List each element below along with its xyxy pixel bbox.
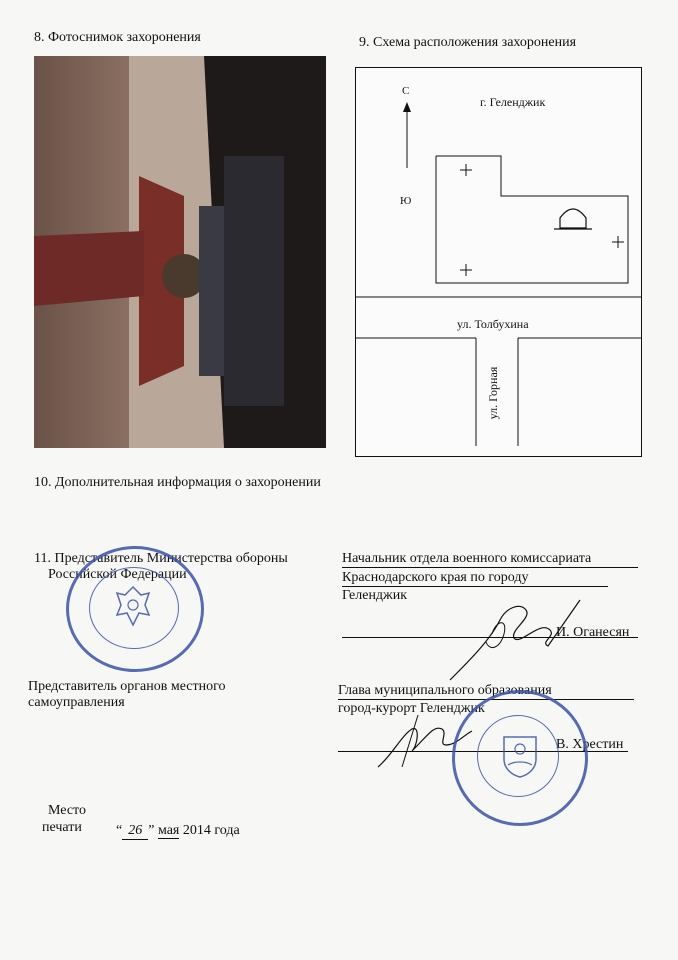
- section-11-title: 11. Представитель Министерства обороны: [34, 551, 288, 566]
- street-tolbukhina-label: ул. Толбухина: [457, 317, 529, 331]
- north-label: С: [402, 85, 410, 97]
- street-gornaya-label: ул. Горная: [486, 366, 500, 420]
- municipal-emblem-icon: [502, 735, 538, 779]
- military-stamp: [66, 546, 204, 672]
- local-rep-line2: самоуправления: [28, 695, 125, 710]
- place-of-seal-line2: печати: [42, 820, 82, 835]
- head-signatory-name: В. Хрестин: [556, 737, 624, 752]
- section-9-title: 9. Схема расположения захоронения: [359, 35, 577, 50]
- date-close-quote: ”: [148, 823, 155, 838]
- mil-signature: [430, 590, 590, 690]
- date-year: 2014 года: [182, 823, 240, 838]
- burial-photo: [34, 56, 326, 448]
- head-position-line2: город-курорт Геленджик: [338, 701, 485, 716]
- date-month: мая: [157, 823, 180, 838]
- eagle-emblem-icon: [113, 583, 153, 629]
- document-date: [116, 823, 240, 840]
- memorial-photo-image: [34, 56, 326, 448]
- mil-position-line1: Начальник отдела военного комиссариата: [342, 551, 638, 568]
- mil-position-line3: Геленджик: [342, 588, 408, 603]
- municipal-stamp: [452, 690, 588, 826]
- mil-signatory-name: И. Оганесян: [556, 625, 630, 640]
- city-label: г. Геленджик: [480, 95, 546, 109]
- head-position-line1: Глава муниципального образования: [338, 683, 634, 700]
- place-of-seal-line1: Место: [48, 803, 86, 818]
- section-8-title: 8. Фотоснимок захоронения: [34, 30, 201, 45]
- location-scheme: [355, 67, 642, 457]
- section-11-title-line2: Российской Федерации: [48, 567, 187, 582]
- date-open-quote: “: [116, 823, 123, 838]
- section-10-title: 10. Дополнительная информация о захоронении: [34, 475, 321, 490]
- date-day: 26: [122, 823, 148, 840]
- south-label: Ю: [400, 195, 412, 207]
- local-rep-line1: Представитель органов местного: [28, 679, 226, 694]
- mil-position-line2: Краснодарского края по городу: [342, 570, 608, 587]
